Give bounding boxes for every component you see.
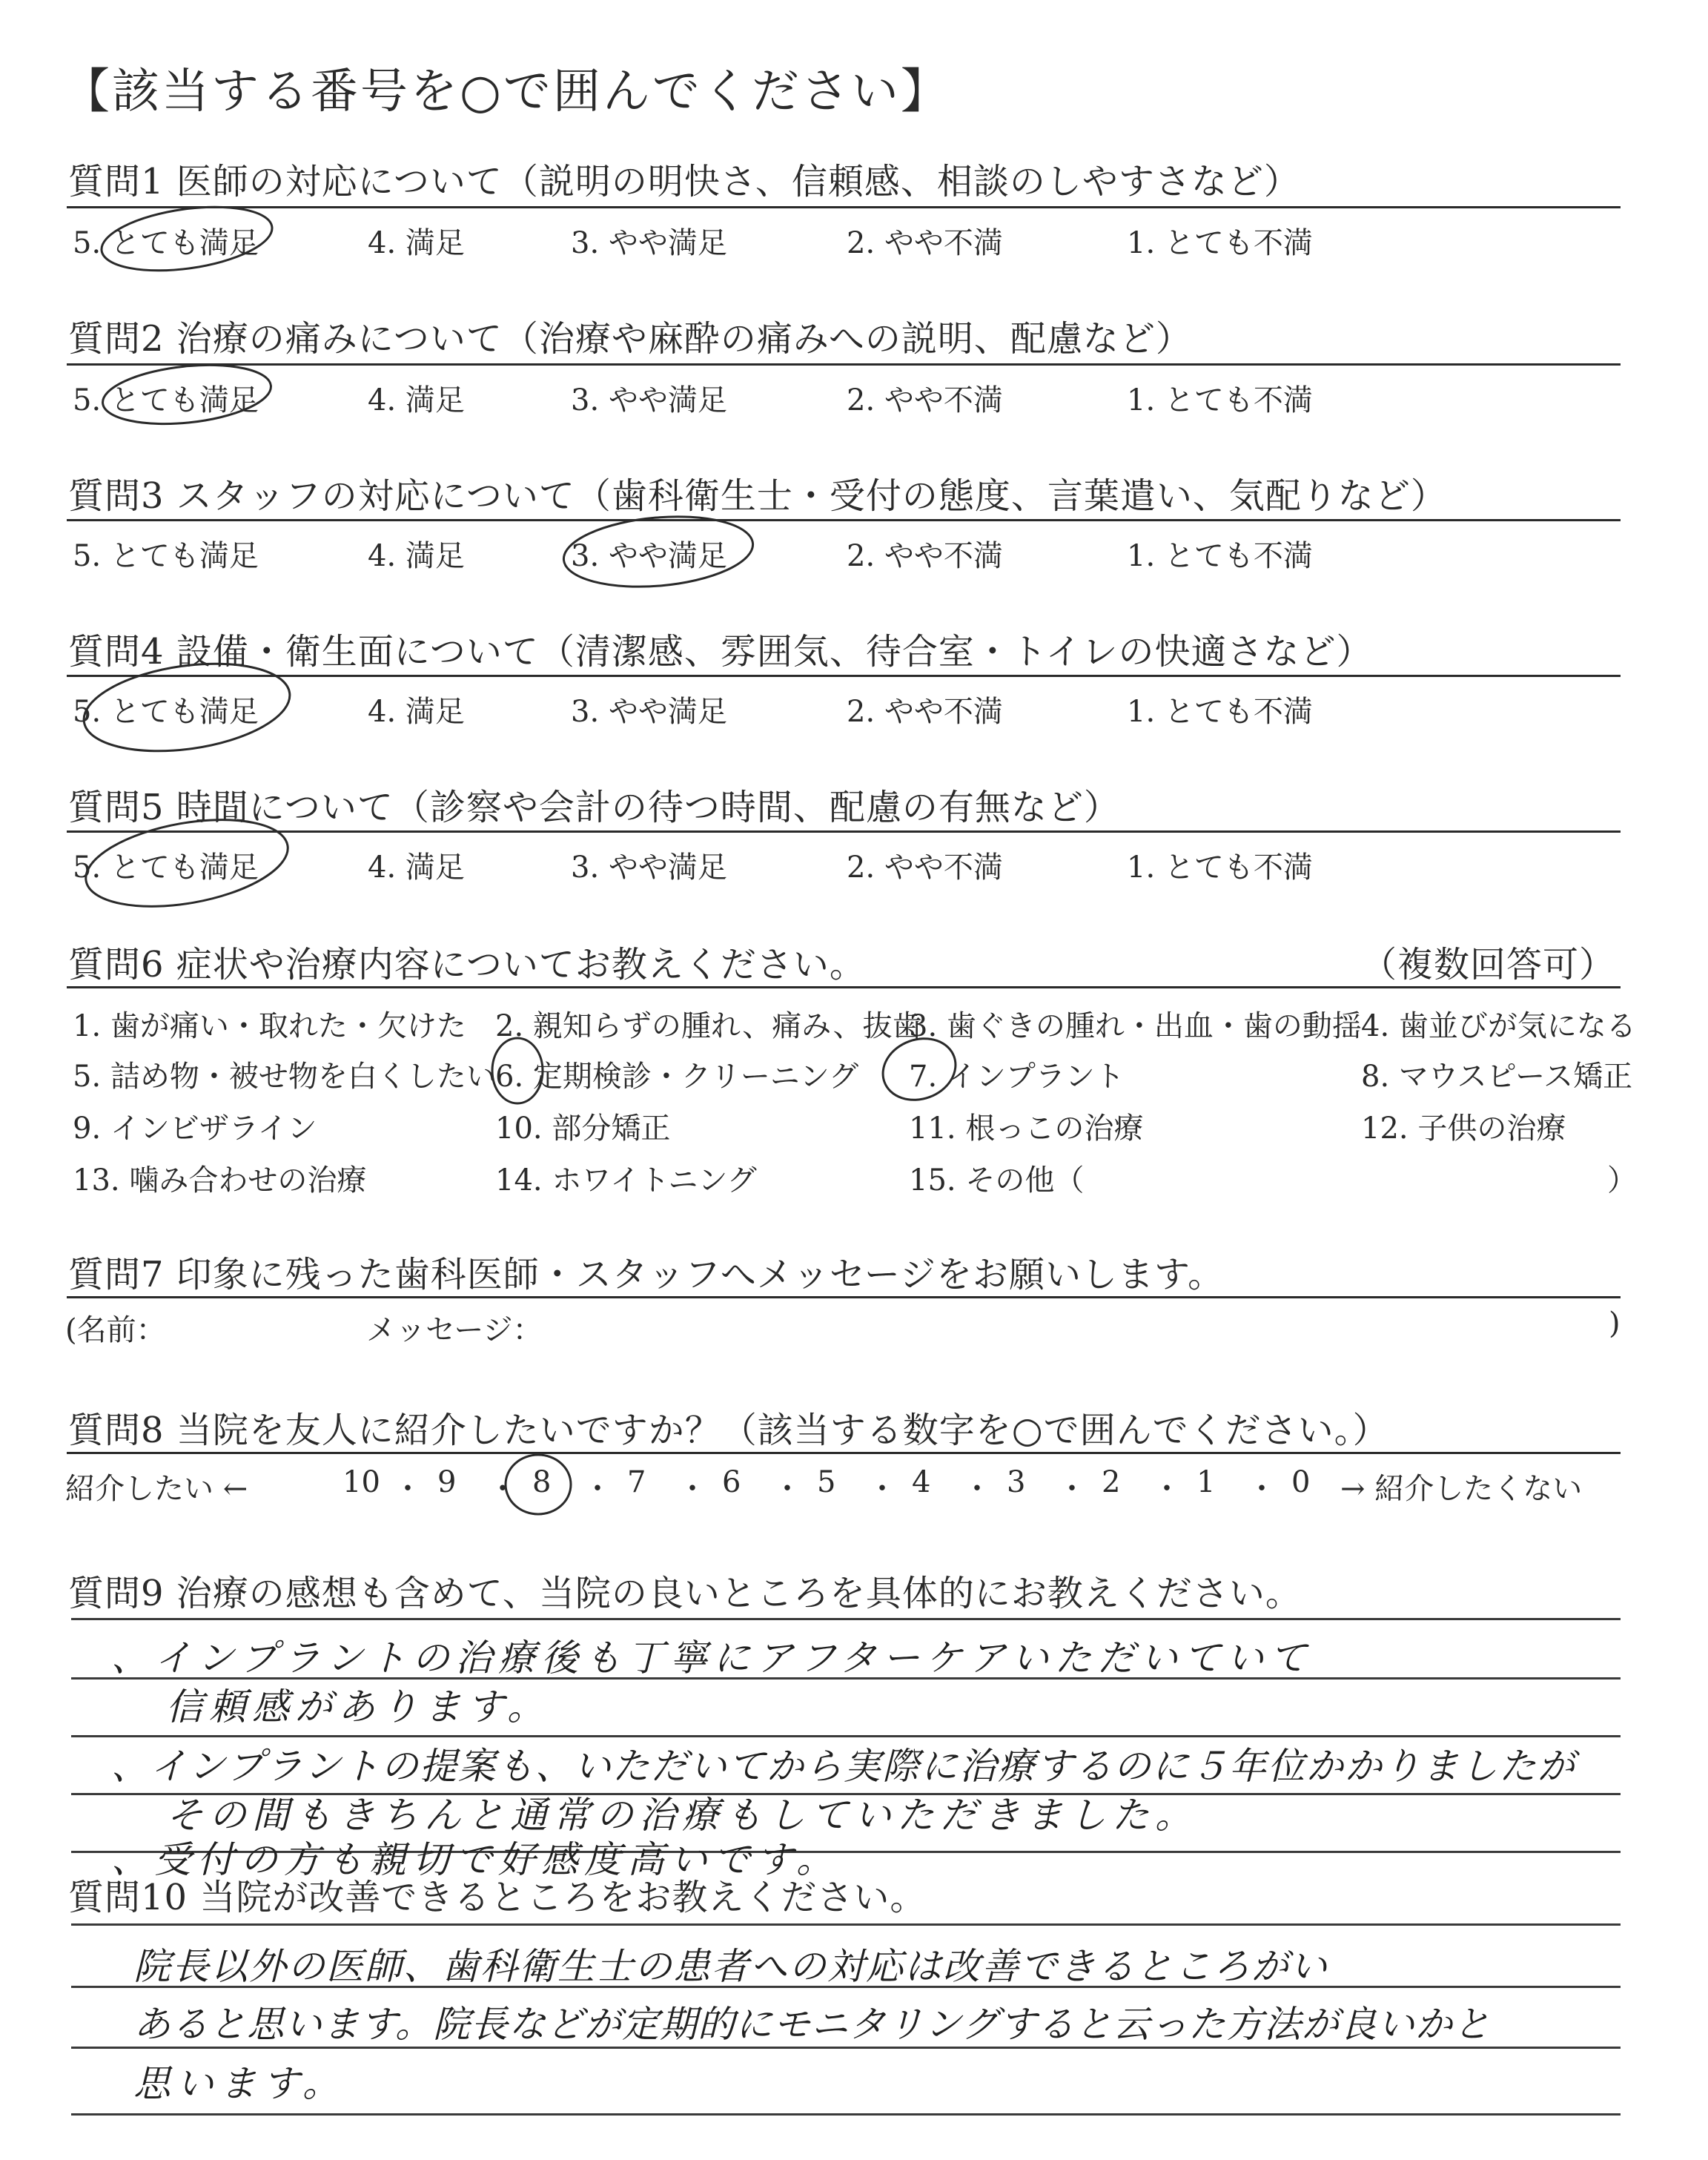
q6-option-6[interactable]: 6. 定期検診・クリーニング — [495, 1060, 859, 1094]
scale-separator-dot: ・ — [583, 1472, 612, 1506]
q10-answer-line-3: 思います。 — [133, 2062, 345, 2105]
q9-answer-line-4: その間もきちんと通常の治療もしていただきました。 — [166, 1794, 1198, 1837]
q6-option-13[interactable]: 13. 噛み合わせの治療 — [73, 1163, 367, 1198]
question-2-label: 質問2 治療の痛みについて（治療や麻酔の痛みへの説明、配慮など） — [68, 318, 1192, 360]
message-field-label[interactable]: メッセージ： — [366, 1313, 543, 1347]
q2-option-1[interactable]: 1. とても不満 — [1127, 383, 1313, 417]
scale-value-10[interactable]: 10 — [342, 1465, 380, 1499]
q2-option-3[interactable]: 3. やや満足 — [571, 383, 727, 417]
question-9-label: 質問9 治療の感想も含めて、当院の良いところを具体的にお教えください。 — [68, 1573, 1302, 1614]
divider — [67, 1296, 1621, 1298]
scale-value-4[interactable]: 4 — [912, 1465, 931, 1499]
divider — [67, 675, 1621, 677]
divider — [67, 830, 1621, 833]
q9-answer-line-1: 、インプラントの治療後も丁寧にアフターケアいただいていて — [111, 1636, 1313, 1680]
scale-separator-dot: ・ — [488, 1472, 517, 1506]
q5-option-2[interactable]: 2. やや不満 — [847, 851, 1003, 885]
q3-option-3[interactable]: 3. やや満足 — [571, 539, 727, 573]
name-field-label[interactable]: (名前： — [65, 1313, 166, 1347]
q9-answer-line-2: 信頼感があります。 — [166, 1685, 550, 1728]
q6-option-8[interactable]: 8. マウスピース矯正 — [1361, 1060, 1633, 1094]
question-8-label: 質問8 当院を友人に紹介したいですか？（該当する数字を○で囲んでください。） — [68, 1410, 1389, 1451]
q10-answer-line-2: あると思います。院長などが定期的にモニタリングすると云った方法が良いかと — [133, 2003, 1491, 2046]
scale-value-0[interactable]: 0 — [1291, 1465, 1311, 1499]
q4-option-5[interactable]: 5. とても満足 — [73, 695, 259, 729]
answer-line — [71, 1923, 1621, 1926]
divider — [67, 363, 1621, 366]
q1-option-1[interactable]: 1. とても不満 — [1127, 226, 1313, 260]
question-1-label: 質問1 医師の対応について（説明の明快さ、信頼感、相談のしやすさなど） — [68, 161, 1300, 202]
scale-separator-dot: ・ — [962, 1472, 992, 1506]
q9-answer-line-3: 、インプラントの提案も、いただいてから実際に治療するのに５年位かかりましたが — [111, 1745, 1576, 1788]
q4-option-1[interactable]: 1. とても不満 — [1127, 695, 1313, 729]
q2-option-4[interactable]: 4. 満足 — [368, 383, 465, 417]
q6-other-close-paren: ） — [1607, 1163, 1637, 1198]
q6-option-15[interactable]: 15. その他（ — [909, 1163, 1085, 1198]
scale-value-5[interactable]: 5 — [817, 1465, 836, 1499]
question-7-label: 質問7 印象に残った歯科医師・スタッフへメッセージをお願いします。 — [68, 1254, 1225, 1295]
q3-option-5[interactable]: 5. とても満足 — [73, 539, 259, 573]
divider — [67, 1452, 1621, 1454]
q5-option-4[interactable]: 4. 満足 — [368, 851, 465, 885]
q3-option-2[interactable]: 2. やや不満 — [847, 539, 1003, 573]
scale-value-9[interactable]: 9 — [437, 1465, 457, 1499]
q6-option-4[interactable]: 4. 歯並びが気になる — [1361, 1009, 1636, 1043]
q3-option-4[interactable]: 4. 満足 — [368, 539, 465, 573]
scale-value-8[interactable]: 8 — [532, 1465, 552, 1499]
scale-separator-dot: ・ — [772, 1472, 802, 1506]
q6-option-1[interactable]: 1. 歯が痛い・取れた・欠けた — [73, 1009, 466, 1043]
question-6-label: 質問6 症状や治療内容についてお教えください。 — [68, 944, 866, 985]
q4-option-2[interactable]: 2. やや不満 — [847, 695, 1003, 729]
scale-value-6[interactable]: 6 — [722, 1465, 741, 1499]
q1-option-4[interactable]: 4. 満足 — [368, 226, 465, 260]
scale-left-label: 紹介したい ← — [65, 1472, 248, 1506]
scale-value-2[interactable]: 2 — [1102, 1465, 1121, 1499]
scale-separator-dot: ・ — [678, 1472, 707, 1506]
q9-answer-line-5: 、受付の方も親切で好感度高いです。 — [111, 1838, 839, 1881]
divider — [67, 986, 1621, 988]
question-5-label: 質問5 時間について（診察や会計の待つ時間、配慮の有無など） — [68, 787, 1120, 828]
message-close-paren: ) — [1609, 1307, 1621, 1341]
q6-option-14[interactable]: 14. ホワイトニング — [495, 1163, 757, 1198]
q10-answer-line-1: 院長以外の医師、歯科衛生士の患者への対応は改善できるところがい — [133, 1945, 1328, 1988]
q5-option-5[interactable]: 5. とても満足 — [73, 851, 259, 885]
q2-option-2[interactable]: 2. やや不満 — [847, 383, 1003, 417]
form-title: 【該当する番号を○で囲んでください】 — [62, 65, 950, 119]
scale-value-7[interactable]: 7 — [627, 1465, 646, 1499]
q4-option-4[interactable]: 4. 満足 — [368, 695, 465, 729]
q5-option-3[interactable]: 3. やや満足 — [571, 851, 727, 885]
q6-option-11[interactable]: 11. 根っこの治療 — [909, 1112, 1144, 1146]
multiple-answers-note: （複数回答可） — [1361, 944, 1616, 985]
q1-option-2[interactable]: 2. やや不満 — [847, 226, 1003, 260]
scale-value-1[interactable]: 1 — [1196, 1465, 1216, 1499]
scale-right-label: → 紹介したくない — [1340, 1472, 1583, 1506]
question-3-label: 質問3 スタッフの対応について（歯科衛生士・受付の態度、言葉遣い、気配りなど） — [68, 475, 1447, 517]
scale-separator-dot: ・ — [393, 1472, 423, 1506]
q1-option-5[interactable]: 5. とても満足 — [73, 226, 259, 260]
answer-line — [71, 2113, 1621, 2116]
q6-option-3[interactable]: 3. 歯ぐきの腫れ・出血・歯の動揺 — [909, 1009, 1362, 1043]
q5-option-1[interactable]: 1. とても不満 — [1127, 851, 1313, 885]
q3-option-1[interactable]: 1. とても不満 — [1127, 539, 1313, 573]
q4-option-3[interactable]: 3. やや満足 — [571, 695, 727, 729]
q6-option-7[interactable]: 7. インプラント — [909, 1060, 1125, 1094]
question-4-label: 質問4 設備・衛生面について（清潔感、雰囲気、待合室・トイレの快適さなど） — [68, 631, 1373, 673]
scale-separator-dot: ・ — [867, 1472, 897, 1506]
divider — [67, 206, 1621, 208]
divider — [67, 519, 1621, 521]
question-10-label: 質問10 当院が改善できるところをお教えください。 — [68, 1877, 927, 1918]
q2-option-5[interactable]: 5. とても満足 — [73, 383, 259, 417]
q6-option-10[interactable]: 10. 部分矯正 — [495, 1112, 671, 1146]
scale-separator-dot: ・ — [1152, 1472, 1182, 1506]
answer-line — [71, 1618, 1621, 1620]
q6-option-2[interactable]: 2. 親知らずの腫れ、痛み、抜歯 — [495, 1009, 922, 1043]
scale-separator-dot: ・ — [1057, 1472, 1087, 1506]
scale-value-3[interactable]: 3 — [1007, 1465, 1026, 1499]
scale-separator-dot: ・ — [1247, 1472, 1277, 1506]
q1-option-3[interactable]: 3. やや満足 — [571, 226, 727, 260]
q6-option-12[interactable]: 12. 子供の治療 — [1361, 1112, 1566, 1146]
q6-option-9[interactable]: 9. インビザライン — [73, 1112, 317, 1146]
q6-option-5[interactable]: 5. 詰め物・被せ物を白くしたい — [73, 1060, 496, 1094]
